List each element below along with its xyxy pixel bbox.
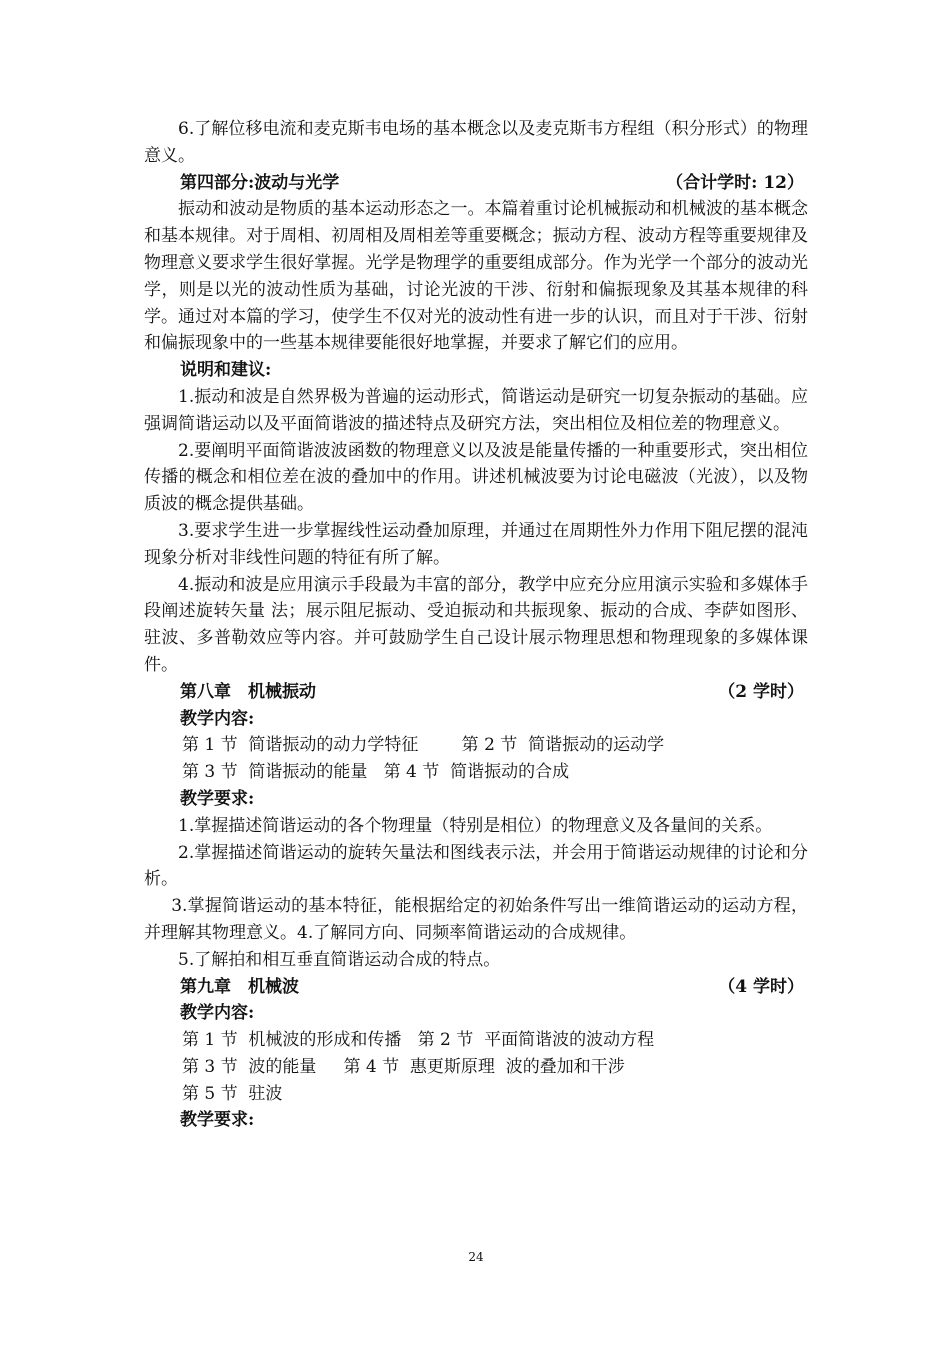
note-2: 2.要阐明平面简谐波波函数的物理意义以及波是能量传播的一种重要形式，突出相位传播的概念和相位差在波的叠加中的作用。讲述机械波要为讨论电磁波（光波），以及物质波的概念提供基础。 xyxy=(144,440,808,515)
chapter9-title: 第九章 机械波 xyxy=(180,976,299,997)
chapter8-heading xyxy=(144,679,808,706)
note-3: 3.要求学生进一步掌握线性运动叠加原理，并通过在周期性外力作用下阻尼摆的混沌现象分析对非线性问题的特征有所了解。 xyxy=(144,520,808,568)
part-hours: （合计学时: 12） xyxy=(666,172,804,193)
chapter8-requirements-label: 教学要求: xyxy=(180,788,255,809)
chapter8-requirement-3: 3.掌握简谐运动的基本特征，能根据给定的初始条件写出一维简谐运动的运动方程，并理解其物理意义。4.了解同方向、同频率简谐运动的合成规律。 xyxy=(144,896,808,943)
chapter9-sections-line1: 第 1 节 机械波的形成和传播 第 2 节 平面简谐波的波动方程 xyxy=(182,1030,655,1051)
chapter8-title: 第八章 机械振动 xyxy=(180,681,316,702)
page-number: 24 xyxy=(468,1250,484,1264)
chapter9-sections-line3: 第 5 节 驻波 xyxy=(182,1083,283,1104)
chapter8-requirement-2: 2.掌握描述简谐运动的旋转矢量法和图线表示法，并会用于简谐运动规律的讨论和分析。 xyxy=(144,842,808,890)
chapter9-hours: （4 学时） xyxy=(718,976,804,997)
paragraph-item-6: 6.了解位移电流和麦克斯韦电场的基本概念以及麦克斯韦方程组（积分形式）的物理意义。 xyxy=(144,119,808,166)
chapter8-sections-line1: 第 1 节 简谐振动的动力学特征 第 2 节 简谐振动的运动学 xyxy=(182,735,665,756)
chapter9-sections-line2: 第 3 节 波的能量 第 4 节 惠更斯原理 波的叠加和干涉 xyxy=(182,1056,625,1077)
chapter8-hours: （2 学时） xyxy=(718,681,804,702)
notes-heading: 说明和建议: xyxy=(180,360,272,381)
chapter8-sections-line2: 第 3 节 简谐振动的能量 第 4 节 简谐振动的合成 xyxy=(182,762,570,783)
part-title: 第四部分:波动与光学 xyxy=(180,172,340,193)
part-heading xyxy=(144,170,808,197)
intro-paragraph: 振动和波动是物质的基本运动形态之一。本篇着重讨论机械振动和机械波的基本概念和基本规律。对于周相、初周相及周相差等重要概念；振动方程、波动方程等重要规律及物理意义要求学生很好掌握。光学是物理学的重要组成部分。作为光学一个部分的波动光学，则是以光的波动性质为基础，讨论光波的干涉、衍射和偏振现象及其基本规律的科学。通过对本篇的学习，使学生不仅对光的波动性有进一步的认识，而且对于干涉、衍射和偏振现象中的一些基本规律要能很好地掌握，并要求了解它们的应用。 xyxy=(144,199,808,354)
chapter9-requirements-label: 教学要求: xyxy=(180,1110,255,1131)
note-1: 1.振动和波是自然界极为普遍的运动形式，简谐运动是研究一切复杂振动的基础。应强调简谐运动以及平面简谐波的描述特点及研究方法，突出相位及相位差的物理意义。 xyxy=(144,386,808,434)
chapter8-requirement-1: 1.掌握描述简谐运动的各个物理量（特别是相位）的物理意义及各量间的关系。 xyxy=(178,815,773,836)
chapter8-content-label: 教学内容: xyxy=(180,708,255,729)
note-4: 4.振动和波是应用演示手段最为丰富的部分，教学中应充分应用演示实验和多媒体手段阐述旋转矢量 法；展示阻尼振动、受迫振动和共振现象、振动的合成、李萨如图形、驻波、多普勒效应等内容。并可鼓励学生自己设计展示物理思想和物理现象的多媒体课件。 xyxy=(144,574,808,675)
chapter9-content-label: 教学内容: xyxy=(180,1003,255,1024)
chapter9-heading xyxy=(144,974,808,1001)
chapter8-requirement-5: 5.了解拍和相互垂直简谐运动合成的特点。 xyxy=(178,949,501,970)
